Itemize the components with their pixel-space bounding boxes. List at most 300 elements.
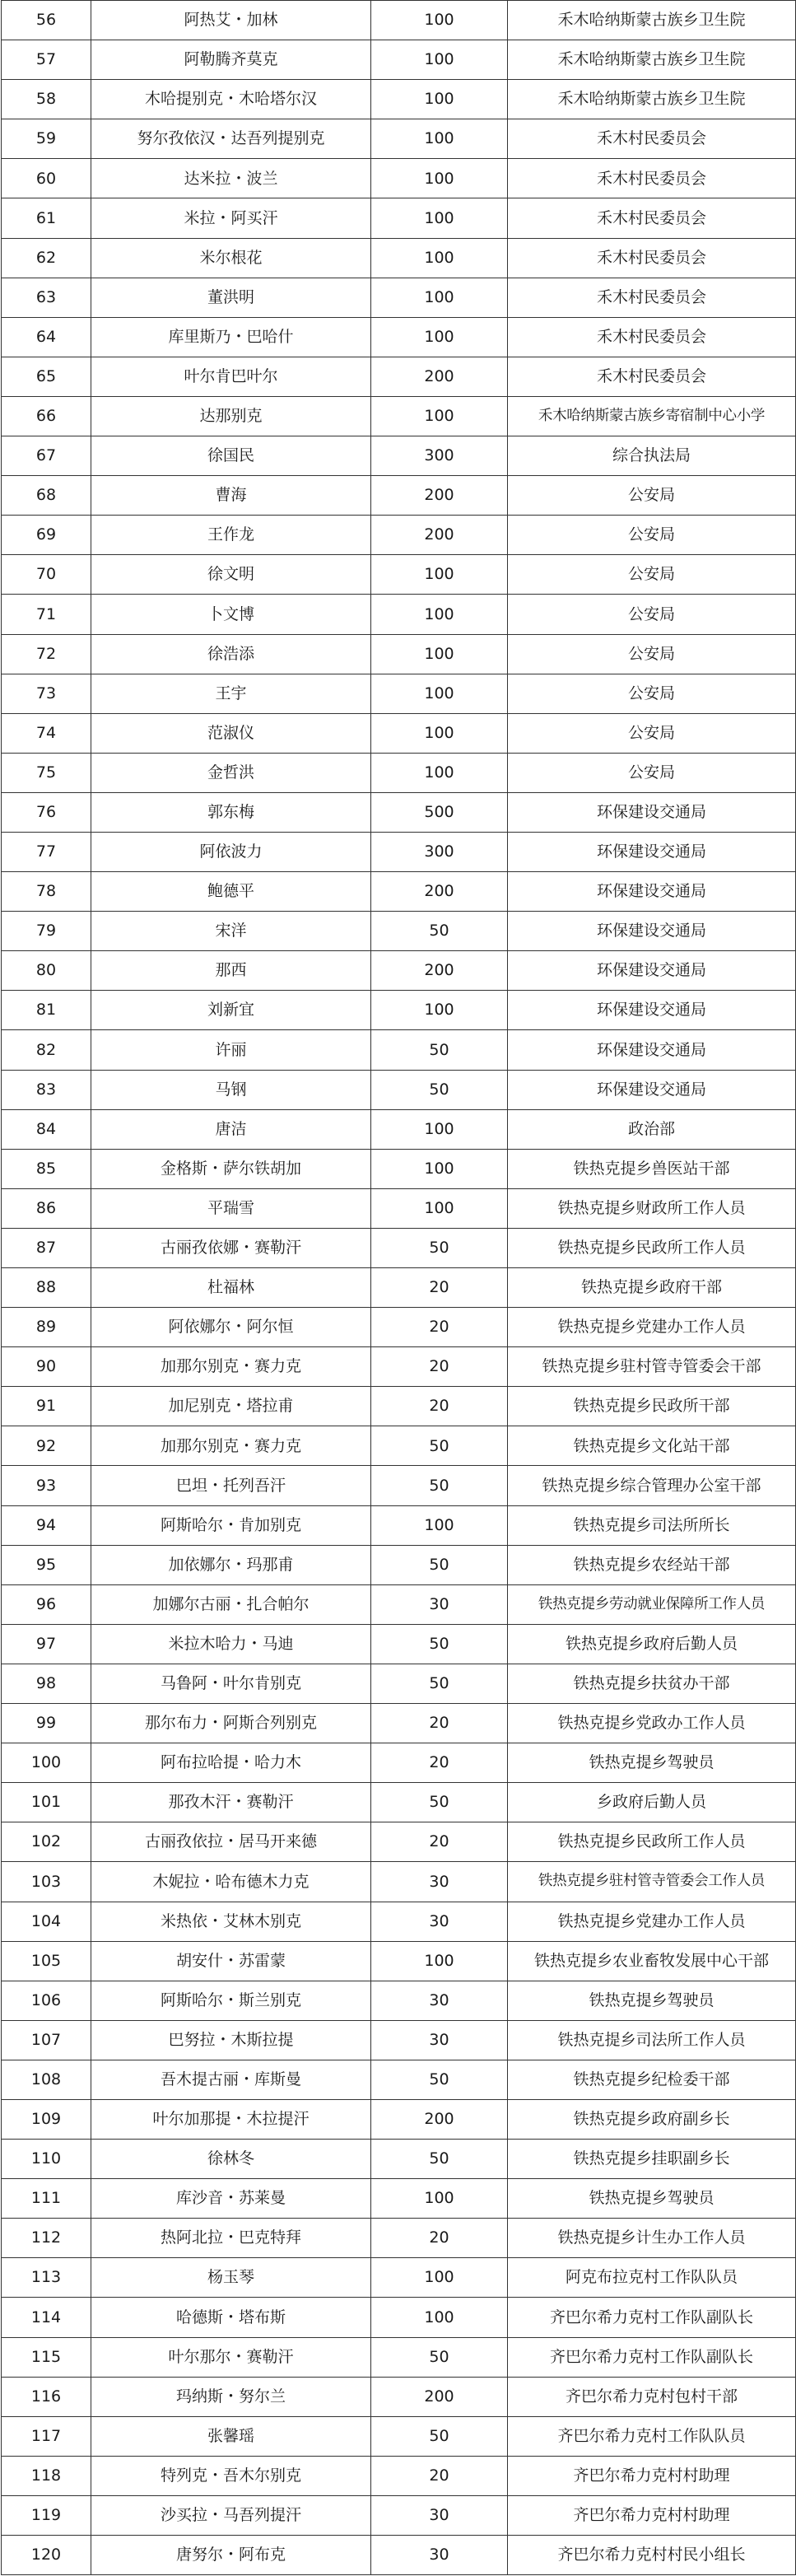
amount-cell: 100 bbox=[371, 713, 508, 753]
amount-cell: 100 bbox=[371, 2179, 508, 2219]
table-row bbox=[2, 991, 796, 1030]
name-cell: 金格斯・萨尔铁胡加 bbox=[91, 1149, 371, 1188]
row-number-cell: 65 bbox=[2, 357, 91, 396]
row-number-cell: 112 bbox=[2, 2219, 91, 2258]
name-cell: 米拉・阿买汗 bbox=[91, 198, 371, 238]
unit-cell: 公安局 bbox=[508, 634, 796, 674]
unit-cell: 铁热克提乡农经站干部 bbox=[508, 1545, 796, 1584]
amount-cell: 50 bbox=[371, 2140, 508, 2179]
row-number-cell: 84 bbox=[2, 1109, 91, 1149]
row-number-cell: 66 bbox=[2, 396, 91, 436]
row-number-cell: 94 bbox=[2, 1505, 91, 1545]
unit-cell: 公安局 bbox=[508, 713, 796, 753]
name-cell: 平瑞雪 bbox=[91, 1188, 371, 1228]
table-row bbox=[2, 1584, 796, 1624]
table-row bbox=[2, 951, 796, 991]
amount-cell: 100 bbox=[371, 1505, 508, 1545]
amount-cell: 100 bbox=[371, 2258, 508, 2298]
table-row bbox=[2, 1149, 796, 1188]
amount-cell: 20 bbox=[371, 1743, 508, 1783]
amount-cell: 20 bbox=[371, 1347, 508, 1387]
table-row bbox=[2, 1862, 796, 1902]
unit-cell: 铁热克提乡挂职副乡长 bbox=[508, 2140, 796, 2179]
name-cell: 加那尔别克・赛力克 bbox=[91, 1347, 371, 1387]
table-row bbox=[2, 2456, 796, 2495]
name-cell: 徐浩添 bbox=[91, 634, 371, 674]
unit-cell: 铁热克提乡计生办工作人员 bbox=[508, 2219, 796, 2258]
table-row bbox=[2, 396, 796, 436]
unit-cell: 禾木村民委员会 bbox=[508, 357, 796, 396]
table-row bbox=[2, 2060, 796, 2099]
unit-cell: 公安局 bbox=[508, 753, 796, 792]
table-row bbox=[2, 1624, 796, 1664]
name-cell: 徐文明 bbox=[91, 555, 371, 595]
amount-cell: 200 bbox=[371, 476, 508, 516]
name-cell: 沙买拉・马吾列提汗 bbox=[91, 2495, 371, 2535]
row-number-cell: 103 bbox=[2, 1862, 91, 1902]
unit-cell: 禾木哈纳斯蒙古族乡卫生院 bbox=[508, 80, 796, 119]
unit-cell: 环保建设交通局 bbox=[508, 832, 796, 871]
unit-cell: 环保建设交通局 bbox=[508, 792, 796, 832]
row-number-cell: 64 bbox=[2, 317, 91, 357]
table-row bbox=[2, 1070, 796, 1109]
unit-cell: 禾木村民委员会 bbox=[508, 238, 796, 278]
name-cell: 徐林冬 bbox=[91, 2140, 371, 2179]
amount-cell: 50 bbox=[371, 1466, 508, 1505]
amount-cell: 20 bbox=[371, 1704, 508, 1743]
table-row bbox=[2, 753, 796, 792]
amount-cell: 100 bbox=[371, 1149, 508, 1188]
unit-cell: 环保建设交通局 bbox=[508, 1070, 796, 1109]
name-cell: 唐努尔・阿布克 bbox=[91, 2536, 371, 2575]
row-number-cell: 59 bbox=[2, 119, 91, 159]
table-row bbox=[2, 1822, 796, 1862]
table-row bbox=[2, 2020, 796, 2060]
unit-cell: 铁热克提乡党政办工作人员 bbox=[508, 1704, 796, 1743]
table-row bbox=[2, 1902, 796, 1941]
amount-cell: 30 bbox=[371, 2020, 508, 2060]
row-number-cell: 111 bbox=[2, 2179, 91, 2219]
unit-cell: 齐巴尔希力克村工作队副队长 bbox=[508, 2337, 796, 2377]
table-row bbox=[2, 159, 796, 198]
name-cell: 刘新宜 bbox=[91, 991, 371, 1030]
amount-cell: 30 bbox=[371, 1902, 508, 1941]
row-number-cell: 88 bbox=[2, 1268, 91, 1308]
amount-cell: 300 bbox=[371, 832, 508, 871]
unit-cell: 铁热克提乡驾驶员 bbox=[508, 1743, 796, 1783]
name-cell: 鲍德平 bbox=[91, 872, 371, 912]
name-cell: 热阿北拉・巴克特拜 bbox=[91, 2219, 371, 2258]
row-number-cell: 89 bbox=[2, 1308, 91, 1347]
table-row bbox=[2, 872, 796, 912]
name-cell: 董洪明 bbox=[91, 278, 371, 317]
table-row bbox=[2, 1981, 796, 2020]
table-row bbox=[2, 1030, 796, 1070]
row-number-cell: 118 bbox=[2, 2456, 91, 2495]
table-row bbox=[2, 436, 796, 476]
amount-cell: 50 bbox=[371, 2060, 508, 2099]
unit-cell: 铁热克提乡司法所所长 bbox=[508, 1505, 796, 1545]
table-row bbox=[2, 1109, 796, 1149]
row-number-cell: 116 bbox=[2, 2377, 91, 2416]
row-number-cell: 114 bbox=[2, 2298, 91, 2337]
amount-cell: 100 bbox=[371, 159, 508, 198]
table-row bbox=[2, 1505, 796, 1545]
unit-cell: 政治部 bbox=[508, 1109, 796, 1149]
amount-cell: 500 bbox=[371, 792, 508, 832]
row-number-cell: 97 bbox=[2, 1624, 91, 1664]
amount-cell: 50 bbox=[371, 1426, 508, 1466]
unit-cell: 公安局 bbox=[508, 476, 796, 516]
unit-cell: 铁热克提乡驾驶员 bbox=[508, 1981, 796, 2020]
row-number-cell: 79 bbox=[2, 912, 91, 951]
name-cell: 王宇 bbox=[91, 674, 371, 713]
table-row bbox=[2, 357, 796, 396]
unit-cell: 禾木哈纳斯蒙古族乡寄宿制中心小学 bbox=[508, 396, 796, 436]
name-cell: 古丽孜依拉・居马开来德 bbox=[91, 1822, 371, 1862]
amount-cell: 100 bbox=[371, 674, 508, 713]
unit-cell: 铁热克提乡扶贫办干部 bbox=[508, 1664, 796, 1703]
table-row bbox=[2, 2337, 796, 2377]
amount-cell: 20 bbox=[371, 1822, 508, 1862]
table-row bbox=[2, 516, 796, 555]
unit-cell: 铁热克提乡综合管理办公室干部 bbox=[508, 1466, 796, 1505]
name-cell: 徐国民 bbox=[91, 436, 371, 476]
amount-cell: 300 bbox=[371, 436, 508, 476]
unit-cell: 公安局 bbox=[508, 595, 796, 634]
unit-cell: 铁热克提乡党建办工作人员 bbox=[508, 1902, 796, 1941]
amount-cell: 30 bbox=[371, 1862, 508, 1902]
amount-cell: 100 bbox=[371, 2298, 508, 2337]
table-row bbox=[2, 2536, 796, 2575]
name-cell: 哈德斯・塔布斯 bbox=[91, 2298, 371, 2337]
row-number-cell: 110 bbox=[2, 2140, 91, 2179]
row-number-cell: 75 bbox=[2, 753, 91, 792]
amount-cell: 100 bbox=[371, 555, 508, 595]
name-cell: 加尼别克・塔拉甫 bbox=[91, 1387, 371, 1426]
name-cell: 达那别克 bbox=[91, 396, 371, 436]
row-number-cell: 85 bbox=[2, 1149, 91, 1188]
name-cell: 曹海 bbox=[91, 476, 371, 516]
name-cell: 张馨瑶 bbox=[91, 2416, 371, 2456]
table-row bbox=[2, 1426, 796, 1466]
table-row bbox=[2, 1664, 796, 1703]
row-number-cell: 71 bbox=[2, 595, 91, 634]
unit-cell: 铁热克提乡民政所工作人员 bbox=[508, 1228, 796, 1267]
name-cell: 宋洋 bbox=[91, 912, 371, 951]
row-number-cell: 61 bbox=[2, 198, 91, 238]
table-row bbox=[2, 278, 796, 317]
row-number-cell: 101 bbox=[2, 1783, 91, 1822]
row-number-cell: 102 bbox=[2, 1822, 91, 1862]
table-row bbox=[2, 595, 796, 634]
name-cell: 那孜木汗・赛勒汗 bbox=[91, 1783, 371, 1822]
donation-table bbox=[1, 0, 796, 2575]
amount-cell: 200 bbox=[371, 2099, 508, 2139]
name-cell: 王作龙 bbox=[91, 516, 371, 555]
row-number-cell: 76 bbox=[2, 792, 91, 832]
table-row bbox=[2, 1308, 796, 1347]
table-row bbox=[2, 1387, 796, 1426]
row-number-cell: 86 bbox=[2, 1188, 91, 1228]
amount-cell: 100 bbox=[371, 1, 508, 40]
amount-cell: 200 bbox=[371, 2377, 508, 2416]
unit-cell: 齐巴尔希力克村工作队副队长 bbox=[508, 2298, 796, 2337]
unit-cell: 铁热克提乡党建办工作人员 bbox=[508, 1308, 796, 1347]
row-number-cell: 120 bbox=[2, 2536, 91, 2575]
unit-cell: 铁热克提乡驻村管寺管委会干部 bbox=[508, 1347, 796, 1387]
unit-cell: 禾木哈纳斯蒙古族乡卫生院 bbox=[508, 40, 796, 80]
table-row bbox=[2, 912, 796, 951]
amount-cell: 20 bbox=[371, 2456, 508, 2495]
unit-cell: 齐巴尔希力克村工作队队员 bbox=[508, 2416, 796, 2456]
name-cell: 阿热艾・加林 bbox=[91, 1, 371, 40]
name-cell: 杨玉琴 bbox=[91, 2258, 371, 2298]
name-cell: 古丽孜依娜・赛勒汗 bbox=[91, 1228, 371, 1267]
row-number-cell: 73 bbox=[2, 674, 91, 713]
table-row bbox=[2, 1, 796, 40]
unit-cell: 铁热克提乡文化站干部 bbox=[508, 1426, 796, 1466]
amount-cell: 50 bbox=[371, 912, 508, 951]
amount-cell: 100 bbox=[371, 119, 508, 159]
amount-cell: 100 bbox=[371, 396, 508, 436]
name-cell: 巴坦・托列吾汗 bbox=[91, 1466, 371, 1505]
unit-cell: 铁热克提乡民政所工作人员 bbox=[508, 1822, 796, 1862]
row-number-cell: 92 bbox=[2, 1426, 91, 1466]
row-number-cell: 95 bbox=[2, 1545, 91, 1584]
unit-cell: 禾木村民委员会 bbox=[508, 119, 796, 159]
row-number-cell: 91 bbox=[2, 1387, 91, 1426]
row-number-cell: 68 bbox=[2, 476, 91, 516]
amount-cell: 100 bbox=[371, 317, 508, 357]
row-number-cell: 105 bbox=[2, 1941, 91, 1981]
row-number-cell: 82 bbox=[2, 1030, 91, 1070]
table-row bbox=[2, 476, 796, 516]
table-row bbox=[2, 80, 796, 119]
row-number-cell: 108 bbox=[2, 2060, 91, 2099]
row-number-cell: 109 bbox=[2, 2099, 91, 2139]
unit-cell: 铁热克提乡民政所干部 bbox=[508, 1387, 796, 1426]
name-cell: 阿勒腾齐莫克 bbox=[91, 40, 371, 80]
amount-cell: 30 bbox=[371, 2536, 508, 2575]
row-number-cell: 63 bbox=[2, 278, 91, 317]
amount-cell: 100 bbox=[371, 40, 508, 80]
table-row bbox=[2, 674, 796, 713]
row-number-cell: 87 bbox=[2, 1228, 91, 1267]
row-number-cell: 81 bbox=[2, 991, 91, 1030]
row-number-cell: 70 bbox=[2, 555, 91, 595]
amount-cell: 100 bbox=[371, 278, 508, 317]
row-number-cell: 117 bbox=[2, 2416, 91, 2456]
row-number-cell: 58 bbox=[2, 80, 91, 119]
name-cell: 加娜尔古丽・扎合帕尔 bbox=[91, 1584, 371, 1624]
amount-cell: 50 bbox=[371, 1783, 508, 1822]
table-row bbox=[2, 2298, 796, 2337]
name-cell: 杜福林 bbox=[91, 1268, 371, 1308]
table-row bbox=[2, 1783, 796, 1822]
name-cell: 卜文博 bbox=[91, 595, 371, 634]
row-number-cell: 98 bbox=[2, 1664, 91, 1703]
table-row bbox=[2, 2099, 796, 2139]
amount-cell: 100 bbox=[371, 80, 508, 119]
unit-cell: 铁热克提乡司法所工作人员 bbox=[508, 2020, 796, 2060]
unit-cell: 禾木哈纳斯蒙古族乡卫生院 bbox=[508, 1, 796, 40]
unit-cell: 铁热克提乡政府副乡长 bbox=[508, 2099, 796, 2139]
amount-cell: 50 bbox=[371, 1664, 508, 1703]
name-cell: 叶尔肯巴叶尔 bbox=[91, 357, 371, 396]
unit-cell: 铁热克提乡政府干部 bbox=[508, 1268, 796, 1308]
row-number-cell: 74 bbox=[2, 713, 91, 753]
name-cell: 郭东梅 bbox=[91, 792, 371, 832]
name-cell: 库里斯乃・巴哈什 bbox=[91, 317, 371, 357]
amount-cell: 30 bbox=[371, 1584, 508, 1624]
unit-cell: 禾木村民委员会 bbox=[508, 278, 796, 317]
name-cell: 阿斯哈尔・肯加别克 bbox=[91, 1505, 371, 1545]
table-row bbox=[2, 1228, 796, 1267]
table-row bbox=[2, 1188, 796, 1228]
unit-cell: 环保建设交通局 bbox=[508, 951, 796, 991]
name-cell: 米尔根花 bbox=[91, 238, 371, 278]
name-cell: 加那尔别克・赛力克 bbox=[91, 1426, 371, 1466]
row-number-cell: 77 bbox=[2, 832, 91, 871]
unit-cell: 公安局 bbox=[508, 516, 796, 555]
row-number-cell: 96 bbox=[2, 1584, 91, 1624]
unit-cell: 禾木村民委员会 bbox=[508, 317, 796, 357]
name-cell: 木哈提别克・木哈塔尔汉 bbox=[91, 80, 371, 119]
name-cell: 米热依・艾林木别克 bbox=[91, 1902, 371, 1941]
table-row bbox=[2, 238, 796, 278]
unit-cell: 禾木村民委员会 bbox=[508, 159, 796, 198]
table-row bbox=[2, 1941, 796, 1981]
row-number-cell: 119 bbox=[2, 2495, 91, 2535]
table-row bbox=[2, 317, 796, 357]
unit-cell: 铁热克提乡财政所工作人员 bbox=[508, 1188, 796, 1228]
amount-cell: 20 bbox=[371, 1268, 508, 1308]
amount-cell: 100 bbox=[371, 991, 508, 1030]
unit-cell: 铁热克提乡纪检委干部 bbox=[508, 2060, 796, 2099]
name-cell: 巴努拉・木斯拉提 bbox=[91, 2020, 371, 2060]
table-row bbox=[2, 2140, 796, 2179]
row-number-cell: 78 bbox=[2, 872, 91, 912]
unit-cell: 铁热克提乡兽医站干部 bbox=[508, 1149, 796, 1188]
row-number-cell: 69 bbox=[2, 516, 91, 555]
row-number-cell: 62 bbox=[2, 238, 91, 278]
table-row bbox=[2, 2179, 796, 2219]
amount-cell: 200 bbox=[371, 516, 508, 555]
amount-cell: 100 bbox=[371, 634, 508, 674]
name-cell: 叶尔那尔・赛勒汗 bbox=[91, 2337, 371, 2377]
amount-cell: 100 bbox=[371, 1941, 508, 1981]
row-number-cell: 106 bbox=[2, 1981, 91, 2020]
amount-cell: 30 bbox=[371, 1981, 508, 2020]
unit-cell: 阿克布拉克村工作队队员 bbox=[508, 2258, 796, 2298]
unit-cell: 齐巴尔希力克村村助理 bbox=[508, 2495, 796, 2535]
amount-cell: 200 bbox=[371, 872, 508, 912]
amount-cell: 200 bbox=[371, 951, 508, 991]
unit-cell: 齐巴尔希力克村村民小组长 bbox=[508, 2536, 796, 2575]
table-row bbox=[2, 1743, 796, 1783]
unit-cell: 齐巴尔希力克村包村干部 bbox=[508, 2377, 796, 2416]
amount-cell: 20 bbox=[371, 2219, 508, 2258]
row-number-cell: 57 bbox=[2, 40, 91, 80]
name-cell: 努尔孜依汉・达吾列提别克 bbox=[91, 119, 371, 159]
name-cell: 叶尔加那提・木拉提汗 bbox=[91, 2099, 371, 2139]
name-cell: 木妮拉・哈布德木力克 bbox=[91, 1862, 371, 1902]
amount-cell: 100 bbox=[371, 753, 508, 792]
table-row bbox=[2, 40, 796, 80]
amount-cell: 100 bbox=[371, 595, 508, 634]
row-number-cell: 80 bbox=[2, 951, 91, 991]
table-row bbox=[2, 1347, 796, 1387]
table-row bbox=[2, 555, 796, 595]
unit-cell: 环保建设交通局 bbox=[508, 872, 796, 912]
amount-cell: 100 bbox=[371, 198, 508, 238]
table-row bbox=[2, 713, 796, 753]
unit-cell: 铁热克提乡农业畜牧发展中心干部 bbox=[508, 1941, 796, 1981]
unit-cell: 环保建设交通局 bbox=[508, 991, 796, 1030]
table-row bbox=[2, 198, 796, 238]
name-cell: 阿依波力 bbox=[91, 832, 371, 871]
amount-cell: 100 bbox=[371, 1188, 508, 1228]
name-cell: 许丽 bbox=[91, 1030, 371, 1070]
row-number-cell: 99 bbox=[2, 1704, 91, 1743]
amount-cell: 50 bbox=[371, 2337, 508, 2377]
table-row bbox=[2, 1704, 796, 1743]
unit-cell: 综合执法局 bbox=[508, 436, 796, 476]
name-cell: 金哲洪 bbox=[91, 753, 371, 792]
name-cell: 马鲁阿・叶尔肯别克 bbox=[91, 1664, 371, 1703]
name-cell: 马钢 bbox=[91, 1070, 371, 1109]
amount-cell: 50 bbox=[371, 1228, 508, 1267]
name-cell: 阿依娜尔・阿尔恒 bbox=[91, 1308, 371, 1347]
amount-cell: 20 bbox=[371, 1387, 508, 1426]
unit-cell: 乡政府后勤人员 bbox=[508, 1783, 796, 1822]
name-cell: 唐洁 bbox=[91, 1109, 371, 1149]
row-number-cell: 113 bbox=[2, 2258, 91, 2298]
name-cell: 米拉木哈力・马迪 bbox=[91, 1624, 371, 1664]
table-row bbox=[2, 2416, 796, 2456]
table-row bbox=[2, 1268, 796, 1308]
table-row bbox=[2, 792, 796, 832]
row-number-cell: 104 bbox=[2, 1902, 91, 1941]
name-cell: 胡安什・苏雷蒙 bbox=[91, 1941, 371, 1981]
row-number-cell: 60 bbox=[2, 159, 91, 198]
row-number-cell: 83 bbox=[2, 1070, 91, 1109]
name-cell: 加依娜尔・玛那甫 bbox=[91, 1545, 371, 1584]
unit-cell: 铁热克提乡政府后勤人员 bbox=[508, 1624, 796, 1664]
amount-cell: 50 bbox=[371, 1070, 508, 1109]
amount-cell: 50 bbox=[371, 1030, 508, 1070]
unit-cell: 铁热克提乡劳动就业保障所工作人员 bbox=[508, 1584, 796, 1624]
unit-cell: 环保建设交通局 bbox=[508, 912, 796, 951]
table-row bbox=[2, 2495, 796, 2535]
row-number-cell: 100 bbox=[2, 1743, 91, 1783]
name-cell: 特列克・吾木尔别克 bbox=[91, 2456, 371, 2495]
unit-cell: 铁热克提乡驻村管寺管委会工作人员 bbox=[508, 1862, 796, 1902]
name-cell: 范淑仪 bbox=[91, 713, 371, 753]
row-number-cell: 67 bbox=[2, 436, 91, 476]
amount-cell: 200 bbox=[371, 357, 508, 396]
unit-cell: 铁热克提乡驾驶员 bbox=[508, 2179, 796, 2219]
table-row bbox=[2, 2219, 796, 2258]
row-number-cell: 115 bbox=[2, 2337, 91, 2377]
row-number-cell: 72 bbox=[2, 634, 91, 674]
amount-cell: 50 bbox=[371, 1545, 508, 1584]
table-row bbox=[2, 1545, 796, 1584]
unit-cell: 禾木村民委员会 bbox=[508, 198, 796, 238]
unit-cell: 公安局 bbox=[508, 555, 796, 595]
name-cell: 达米拉・波兰 bbox=[91, 159, 371, 198]
